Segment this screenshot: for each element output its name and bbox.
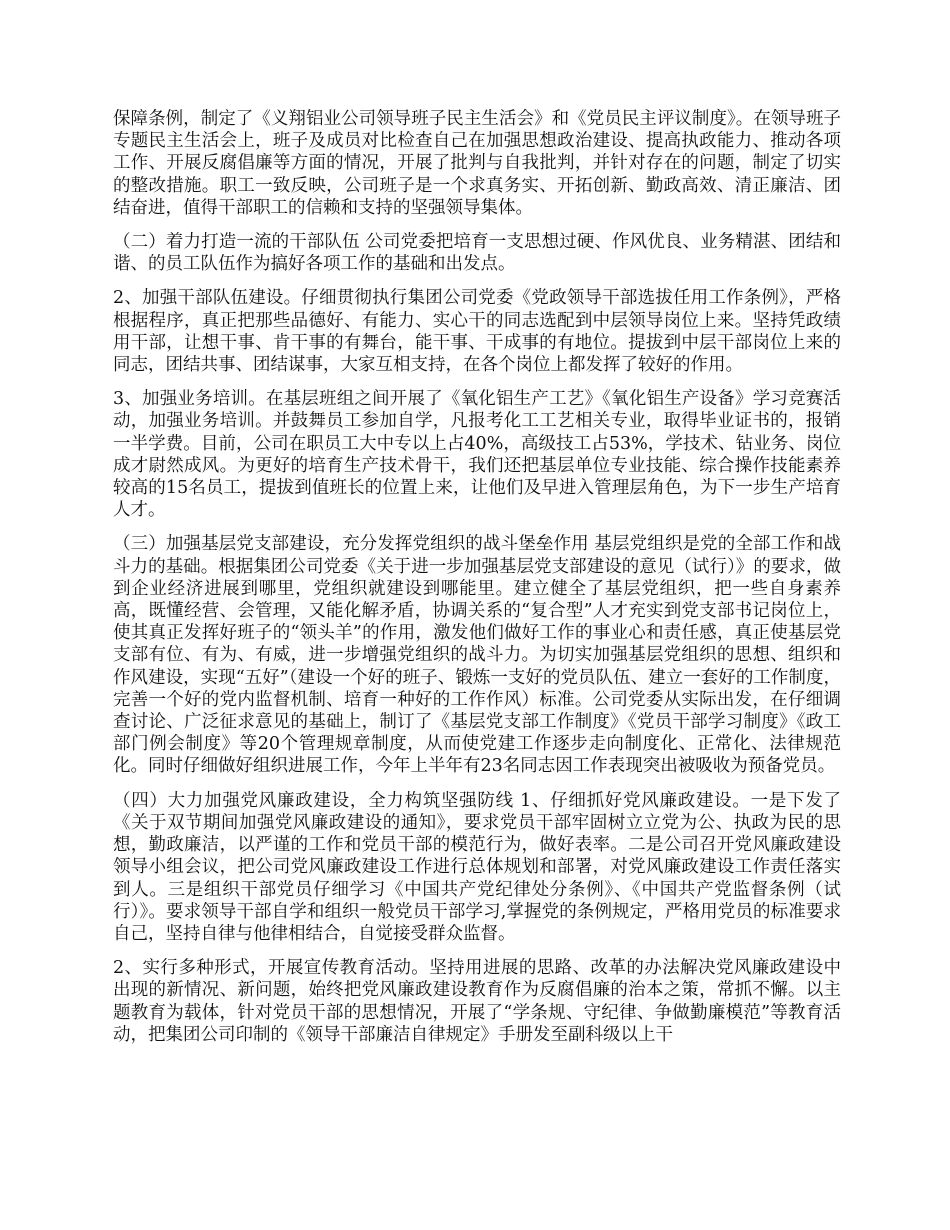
paragraph-business-training: 3、加强业务培训。在基层班组之间开展了《氧化铝生产工艺》《氧化铝生产设备》学习竞赛活动，加强业务培训。并鼓舞员工参加自学，凡报考化工工艺相关专业，取得毕业证书的，报销一半学费。目前，公司在职员工大中专以上占40%，高级技工占53%，学技术、钻业务、岗位成才尉然成风。为更好的培育生产技术骨干，我们还把基层单位专业技能、综合操作技能素养较高的15名员工，提拔到值班长的位置上来，让他们及早进入管理层角色，为下一步生产培育人才。 [113, 389, 841, 521]
document-body [113, 108, 841, 1058]
paragraph-leadership-system: 保障条例，制定了《义翔铝业公司领导班子民主生活会》和《党员民主评议制度》。在领导班子专题民主生活会上，班子及成员对比检查自己在加强思想政治建设、提高执政能力、推动各项工作、开展反腐倡廉等方面的情况，开展了批判与自我批判，并针对存在的问题，制定了切实的整改措施。职工一致反映，公司班子是一个求真务实、开拓创新、勤政高效、清正廉洁、团结奋进，值得干部职工的信赖和支持的坚强领导集体。 [113, 109, 841, 218]
paragraph-section-2-cadre-team: （二）着力打造一流的干部队伍 公司党委把培育一支思想过硬、作风优良、业务精湛、团结和谐、的员工队伍作为搞好各项工作的基础和出发点。 [113, 232, 841, 275]
paragraph-publicity-education: 2、实行多种形式，开展宣传教育活动。坚持用进展的思路、改革的办法解决党风廉政建设中出现的新情况、新问题，始终把党风廉政建设教育作为反腐倡廉的治本之策，常抓不懈。以主题教育为载体，针对党员干部的思想情况，开展了“学条规、守纪律、争做勤廉模范”等教育活动，把集团公司印制的《领导干部廉洁自律规定》手册发至副科级以上干 [113, 958, 841, 1045]
paragraph-cadre-construction: 2、加强干部队伍建设。仔细贯彻执行集团公司党委《党政领导干部选拔任用工作条例》，严格根据程序，真正把那些品德好、有能力、实心干的同志选配到中层领导岗位上来。坚持凭政绩用干部，让想干事、肯干事的有舞台，能干事、干成事的有地位。提拔到中层干部岗位上来的同志，团结共事、团结谋事，大家互相支持，在各个岗位上都发挥了较好的作用。 [113, 288, 841, 376]
paragraph-section-4-clean-governance: （四）大力加强党风廉政建设，全力构筑坚强防线 1、仔细抓好党风廉政建设。一是下发了《关于双节期间加强党风廉政建设的通知》，要求党员干部牢固树立立党为公、执政为民的思想，勤政廉洁，以严谨的工作和党员干部的模范行为，做好表率。二是公司召开党风廉政建设领导小组会议，把公司党风廉政建设工作进行总体规划和部署，对党风廉政建设工作责任落实到人。三是组织干部党员仔细学习《中国共产党纪律处分条例》、《中国共产党监督条例（试行）》。要求领导干部自学和组织一般党员干部学习,掌握党的条例规定，严格用党员的标准要求自己，坚持自律与他律相结合，自觉接受群众监督。 [113, 790, 841, 944]
paragraph-section-3-party-branch: （三）加强基层党支部建设，充分发挥党组织的战斗堡垒作用 基层党组织是党的全部工作和战斗力的基础。根据集团公司党委《关于进一步加强基层党支部建设的意见（试行）》的要求，做到企业经济进展到哪里，党组织就建设到哪能里。建立健全了基层党组织，把一些自身素养高，既懂经营、会管理，又能化解矛盾，协调关系的“复合型”人才充实到党支部书记岗位上，使其真正发挥好班子的“领头羊”的作用，激发他们做好工作的事业心和责任感，真正使基层党支部有位、有为、有威，进一步增强党组织的战斗力。为切实加强基层党组织的思想、组织和作风建设，实现“五好”（建设一个好的班子、锻炼一支好的党员队伍、建立一套好的工作制度，完善一个好的党内监督机制、培育一种好的工作作风）标准。公司党委从实际出发，在仔细调查讨论、广泛征求意见的基础上，制订了《基层党支部工作制度》《党员干部学习制度》《政工部门例会制度》等20个管理规章制度，从而使党建工作逐步走向制度化、正常化、法律规范化。同时仔细做好组织进展工作，今年上半年有23名同志因工作表现突出被吸收为预备党员。 [113, 534, 841, 777]
